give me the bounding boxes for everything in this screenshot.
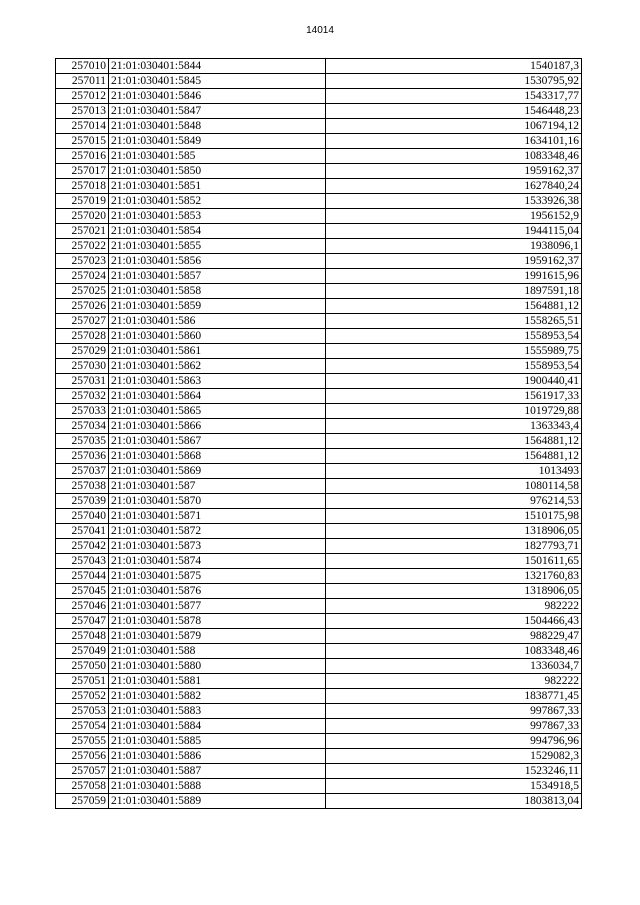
row-id-cell: 257025	[56, 284, 109, 299]
cadastral-value-cell: 1564881,12	[326, 449, 582, 464]
cadastral-number-cell: 21:01:030401:5856	[109, 254, 326, 269]
row-id-cell: 257048	[56, 629, 109, 644]
cadastral-number-cell: 21:01:030401:5845	[109, 74, 326, 89]
cadastral-value-cell: 1321760,83	[326, 569, 582, 584]
cadastral-number-cell: 21:01:030401:5859	[109, 299, 326, 314]
cadastral-value-cell: 982222	[326, 674, 582, 689]
cadastral-number-cell: 21:01:030401:5848	[109, 119, 326, 134]
cadastral-value-cell: 1083348,46	[326, 149, 582, 164]
cadastral-number-cell: 21:01:030401:5870	[109, 494, 326, 509]
row-id-cell: 257021	[56, 224, 109, 239]
cadastral-value-cell: 1558953,54	[326, 359, 582, 374]
table-row	[56, 734, 582, 749]
row-id-cell: 257035	[56, 434, 109, 449]
table-row	[56, 344, 582, 359]
row-id-cell: 257033	[56, 404, 109, 419]
row-id-cell: 257030	[56, 359, 109, 374]
table-row	[56, 794, 582, 809]
row-id-cell: 257055	[56, 734, 109, 749]
row-id-cell: 257027	[56, 314, 109, 329]
cadastral-value-cell: 1504466,43	[326, 614, 582, 629]
cadastral-number-cell: 21:01:030401:5875	[109, 569, 326, 584]
cadastral-value-cell: 1318906,05	[326, 524, 582, 539]
table-row	[56, 719, 582, 734]
cadastral-number-cell: 21:01:030401:5865	[109, 404, 326, 419]
table-row	[56, 674, 582, 689]
table-row	[56, 389, 582, 404]
table-row	[56, 224, 582, 239]
table-row	[56, 584, 582, 599]
row-id-cell: 257032	[56, 389, 109, 404]
row-id-cell: 257018	[56, 179, 109, 194]
cadastral-number-cell: 21:01:030401:5846	[109, 89, 326, 104]
cadastral-number-cell: 21:01:030401:5872	[109, 524, 326, 539]
table-row	[56, 449, 582, 464]
cadastral-number-cell: 21:01:030401:5885	[109, 734, 326, 749]
cadastral-value-cell: 1546448,23	[326, 104, 582, 119]
table-body	[56, 59, 582, 809]
table-row	[56, 404, 582, 419]
cadastral-number-cell: 21:01:030401:5861	[109, 344, 326, 359]
table-row	[56, 359, 582, 374]
row-id-cell: 257047	[56, 614, 109, 629]
row-id-cell: 257053	[56, 704, 109, 719]
table-row	[56, 59, 582, 74]
cadastral-number-cell: 21:01:030401:5858	[109, 284, 326, 299]
cadastral-value-cell: 1067194,12	[326, 119, 582, 134]
row-id-cell: 257020	[56, 209, 109, 224]
cadastral-value-cell: 1561917,33	[326, 389, 582, 404]
table-row	[56, 419, 582, 434]
cadastral-value-cell: 1080114,58	[326, 479, 582, 494]
row-id-cell: 257050	[56, 659, 109, 674]
cadastral-number-cell: 21:01:030401:5888	[109, 779, 326, 794]
cadastral-value-cell: 1938096,1	[326, 239, 582, 254]
row-id-cell: 257015	[56, 134, 109, 149]
cadastral-value-cell: 1523246,11	[326, 764, 582, 779]
row-id-cell: 257037	[56, 464, 109, 479]
table-row	[56, 194, 582, 209]
cadastral-number-cell: 21:01:030401:5862	[109, 359, 326, 374]
cadastral-number-cell: 21:01:030401:588	[109, 644, 326, 659]
cadastral-number-cell: 21:01:030401:5873	[109, 539, 326, 554]
row-id-cell: 257028	[56, 329, 109, 344]
cadastral-number-cell: 21:01:030401:586	[109, 314, 326, 329]
cadastral-value-cell: 1501611,65	[326, 554, 582, 569]
table-row	[56, 434, 582, 449]
row-id-cell: 257026	[56, 299, 109, 314]
cadastral-number-cell: 21:01:030401:5864	[109, 389, 326, 404]
table-row	[56, 764, 582, 779]
cadastral-number-cell: 21:01:030401:5852	[109, 194, 326, 209]
cadastral-value-cell: 1534918,5	[326, 779, 582, 794]
table-row	[56, 269, 582, 284]
table-row	[56, 569, 582, 584]
cadastral-number-cell: 21:01:030401:5855	[109, 239, 326, 254]
cadastral-value-cell: 1959162,37	[326, 254, 582, 269]
row-id-cell: 257038	[56, 479, 109, 494]
cadastral-number-cell: 21:01:030401:5860	[109, 329, 326, 344]
table-row	[56, 239, 582, 254]
cadastral-value-cell: 1558265,51	[326, 314, 582, 329]
cadastral-value-cell: 1564881,12	[326, 299, 582, 314]
cadastral-number-cell: 21:01:030401:5854	[109, 224, 326, 239]
table-row	[56, 299, 582, 314]
table-row	[56, 179, 582, 194]
row-id-cell: 257049	[56, 644, 109, 659]
cadastral-value-cell: 1543317,77	[326, 89, 582, 104]
table-row	[56, 659, 582, 674]
cadastral-number-cell: 21:01:030401:5882	[109, 689, 326, 704]
cadastral-value-cell: 1363343,4	[326, 419, 582, 434]
cadastral-number-cell: 21:01:030401:5869	[109, 464, 326, 479]
row-id-cell: 257039	[56, 494, 109, 509]
cadastral-value-cell: 1533926,38	[326, 194, 582, 209]
cadastral-number-cell: 21:01:030401:5847	[109, 104, 326, 119]
cadastral-value-cell: 1956152,9	[326, 209, 582, 224]
cadastral-value-cell: 994796,96	[326, 734, 582, 749]
row-id-cell: 257042	[56, 539, 109, 554]
cadastral-number-cell: 21:01:030401:585	[109, 149, 326, 164]
cadastral-value-cell: 1838771,45	[326, 689, 582, 704]
cadastral-number-cell: 21:01:030401:5876	[109, 584, 326, 599]
table-row	[56, 374, 582, 389]
table-row	[56, 509, 582, 524]
cadastral-value-cell: 1900440,41	[326, 374, 582, 389]
cadastral-number-cell: 21:01:030401:5881	[109, 674, 326, 689]
table-row	[56, 704, 582, 719]
cadastral-number-cell: 21:01:030401:5878	[109, 614, 326, 629]
row-id-cell: 257044	[56, 569, 109, 584]
cadastral-value-cell: 997867,33	[326, 704, 582, 719]
cadastral-value-cell: 1013493	[326, 464, 582, 479]
cadastral-value-cell: 1827793,71	[326, 539, 582, 554]
cadastral-number-cell: 21:01:030401:5863	[109, 374, 326, 389]
cadastral-value-cell: 1540187,3	[326, 59, 582, 74]
table-row	[56, 749, 582, 764]
cadastral-number-cell: 21:01:030401:587	[109, 479, 326, 494]
row-id-cell: 257059	[56, 794, 109, 809]
table-row	[56, 104, 582, 119]
row-id-cell: 257051	[56, 674, 109, 689]
row-id-cell: 257013	[56, 104, 109, 119]
cadastral-value-cell: 1530795,92	[326, 74, 582, 89]
cadastral-value-cell: 1529082,3	[326, 749, 582, 764]
cadastral-value-cell: 1564881,12	[326, 434, 582, 449]
cadastral-value-cell: 1959162,37	[326, 164, 582, 179]
table-row	[56, 74, 582, 89]
table-row	[56, 89, 582, 104]
cadastral-number-cell: 21:01:030401:5877	[109, 599, 326, 614]
table-row	[56, 539, 582, 554]
cadastral-number-cell: 21:01:030401:5887	[109, 764, 326, 779]
cadastral-value-cell: 1318906,05	[326, 584, 582, 599]
row-id-cell: 257056	[56, 749, 109, 764]
cadastral-number-cell: 21:01:030401:5866	[109, 419, 326, 434]
cadastral-number-cell: 21:01:030401:5889	[109, 794, 326, 809]
cadastral-value-cell: 1336034,7	[326, 659, 582, 674]
row-id-cell: 257043	[56, 554, 109, 569]
cadastral-value-cell: 1510175,98	[326, 509, 582, 524]
row-id-cell: 257022	[56, 239, 109, 254]
row-id-cell: 257014	[56, 119, 109, 134]
cadastral-number-cell: 21:01:030401:5874	[109, 554, 326, 569]
cadastral-value-cell: 982222	[326, 599, 582, 614]
table-row	[56, 164, 582, 179]
table-row	[56, 689, 582, 704]
table-row	[56, 479, 582, 494]
row-id-cell: 257029	[56, 344, 109, 359]
table-row	[56, 119, 582, 134]
row-id-cell: 257040	[56, 509, 109, 524]
cadastral-value-cell: 1019729,88	[326, 404, 582, 419]
cadastral-number-cell: 21:01:030401:5886	[109, 749, 326, 764]
table-row	[56, 464, 582, 479]
cadastral-number-cell: 21:01:030401:5849	[109, 134, 326, 149]
row-id-cell: 257016	[56, 149, 109, 164]
table-row	[56, 599, 582, 614]
cadastral-value-cell: 1944115,04	[326, 224, 582, 239]
cadastral-number-cell: 21:01:030401:5883	[109, 704, 326, 719]
row-id-cell: 257034	[56, 419, 109, 434]
table-row	[56, 524, 582, 539]
cadastral-value-cell: 1991615,96	[326, 269, 582, 284]
cadastral-value-cell: 1803813,04	[326, 794, 582, 809]
row-id-cell: 257052	[56, 689, 109, 704]
cadastral-value-cell: 976214,53	[326, 494, 582, 509]
table-row	[56, 644, 582, 659]
row-id-cell: 257045	[56, 584, 109, 599]
cadastral-value-cell: 1083348,46	[326, 644, 582, 659]
cadastral-value-cell: 997867,33	[326, 719, 582, 734]
table-row	[56, 629, 582, 644]
cadastral-value-cell: 1897591,18	[326, 284, 582, 299]
row-id-cell: 257017	[56, 164, 109, 179]
table-row	[56, 329, 582, 344]
table-row	[56, 284, 582, 299]
row-id-cell: 257019	[56, 194, 109, 209]
row-id-cell: 257023	[56, 254, 109, 269]
cadastral-number-cell: 21:01:030401:5867	[109, 434, 326, 449]
cadastral-number-cell: 21:01:030401:5880	[109, 659, 326, 674]
table-row	[56, 314, 582, 329]
table-row	[56, 554, 582, 569]
row-id-cell: 257058	[56, 779, 109, 794]
table-row	[56, 149, 582, 164]
row-id-cell: 257054	[56, 719, 109, 734]
cadastral-value-cell: 1555989,75	[326, 344, 582, 359]
table-row	[56, 254, 582, 269]
table-row	[56, 134, 582, 149]
table-row	[56, 614, 582, 629]
cadastral-number-cell: 21:01:030401:5871	[109, 509, 326, 524]
row-id-cell: 257057	[56, 764, 109, 779]
cadastral-number-cell: 21:01:030401:5853	[109, 209, 326, 224]
cadastral-value-cell: 988229,47	[326, 629, 582, 644]
cadastral-number-cell: 21:01:030401:5879	[109, 629, 326, 644]
row-id-cell: 257011	[56, 74, 109, 89]
row-id-cell: 257010	[56, 59, 109, 74]
cadastral-value-cell: 1627840,24	[326, 179, 582, 194]
row-id-cell: 257031	[56, 374, 109, 389]
table-row	[56, 209, 582, 224]
cadastral-number-cell: 21:01:030401:5851	[109, 179, 326, 194]
cadastral-number-cell: 21:01:030401:5844	[109, 59, 326, 74]
row-id-cell: 257024	[56, 269, 109, 284]
row-id-cell: 257041	[56, 524, 109, 539]
cadastral-number-cell: 21:01:030401:5850	[109, 164, 326, 179]
cadastral-number-cell: 21:01:030401:5857	[109, 269, 326, 284]
cadastral-number-cell: 21:01:030401:5884	[109, 719, 326, 734]
cadastral-number-cell: 21:01:030401:5868	[109, 449, 326, 464]
cadastral-value-cell: 1558953,54	[326, 329, 582, 344]
cadastral-value-table	[55, 58, 582, 809]
page-number: 14014	[306, 25, 334, 36]
row-id-cell: 257012	[56, 89, 109, 104]
cadastral-value-cell: 1634101,16	[326, 134, 582, 149]
row-id-cell: 257046	[56, 599, 109, 614]
table-row	[56, 779, 582, 794]
table-row	[56, 494, 582, 509]
row-id-cell: 257036	[56, 449, 109, 464]
